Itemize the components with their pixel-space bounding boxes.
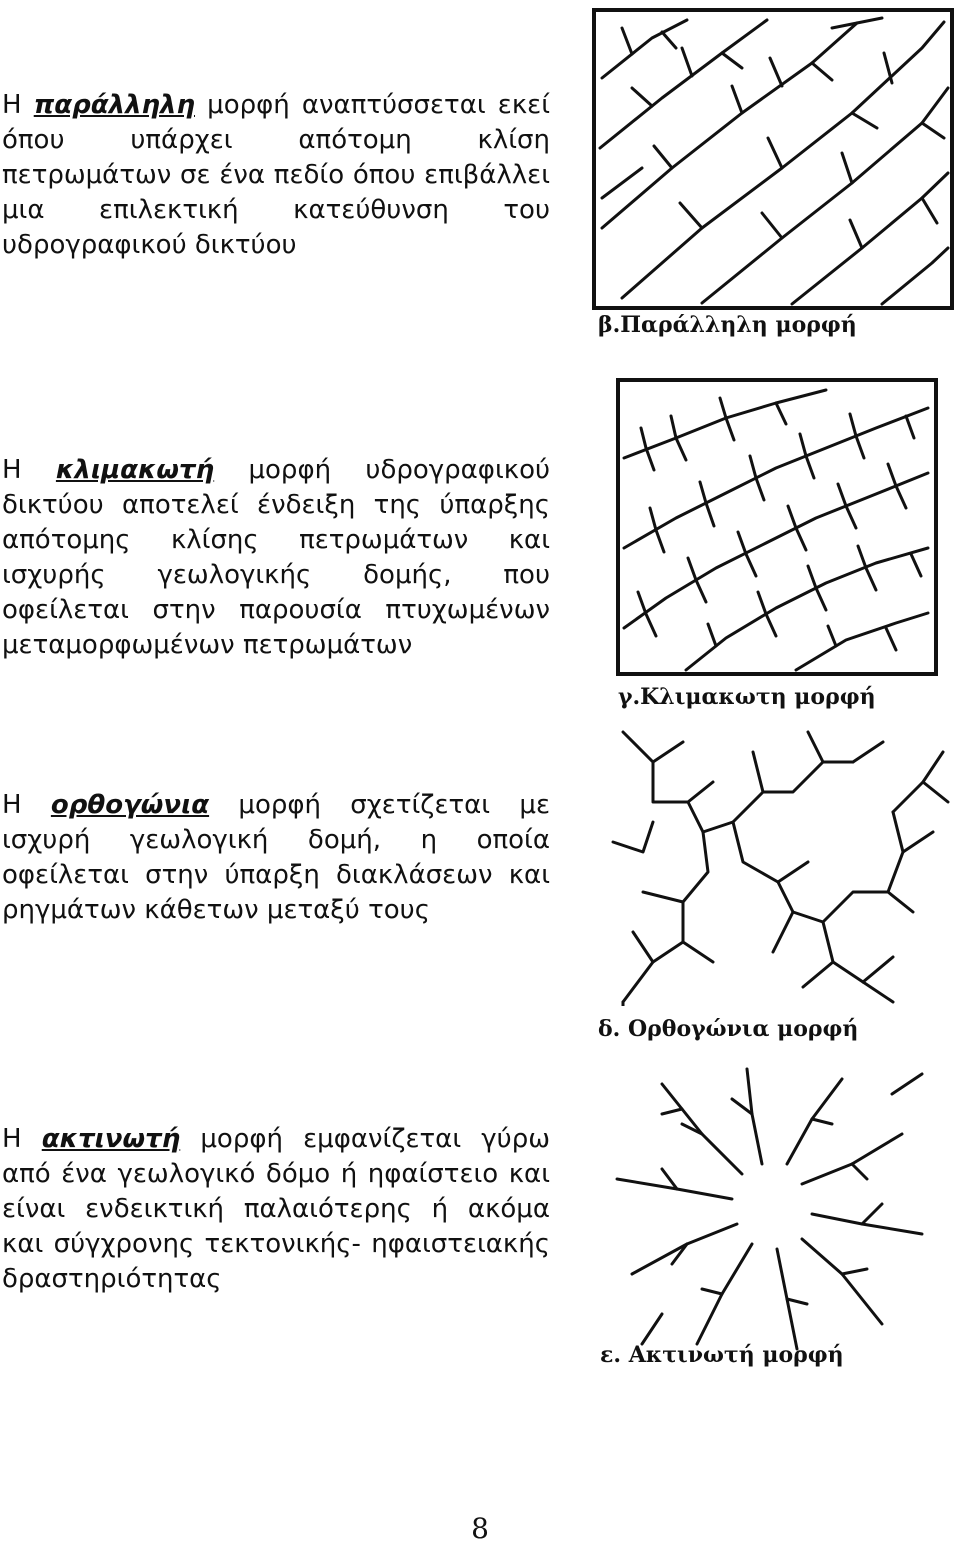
paragraph-lead: Η: [2, 90, 22, 120]
paragraph-text: μορφή αναπτύσσεται εκεί όπου υπάρχει απότομη κλίση πετρωμάτων σε ένα πεδίο όπου επιβάλλει μια επιλεκτική κατεύθυνση του υδρογραφικού δικτύου: [2, 90, 551, 260]
paragraph-lead: Η: [2, 455, 22, 485]
paragraph-text: μορφή εμφανίζεται γύρω από ένα γεωλογικό δόμο ή ηφαίστειο και είναι ενδεικτική παλαιότερης ή ακόμα και σύγχρονης τεκτονικής- ηφαιστειακής δραστηριότητας: [2, 1124, 550, 1294]
radial-drainage-diagram: [602, 1054, 936, 1354]
figure-rectangular-drainage: [593, 712, 955, 1006]
parallel-drainage-diagram: [592, 8, 954, 310]
term-trellis: κλιμακωτή: [55, 455, 215, 485]
page-number: 8: [471, 1512, 489, 1545]
paragraph-radial: [2, 1122, 550, 1297]
paragraph-lead: Η: [2, 790, 22, 820]
caption-radial: ε. Ακτινωτή μορφή: [600, 1342, 844, 1368]
trellis-drainage-diagram: [616, 378, 938, 676]
caption-rectangular: δ. Ορθογώνια μορφή: [598, 1016, 859, 1042]
caption-parallel: β.Παράλληλη μορφή: [598, 312, 857, 338]
figure-radial-drainage: [602, 1054, 936, 1354]
figure-trellis-drainage: [616, 378, 938, 676]
paragraph-trellis: [2, 453, 550, 663]
paragraph-rectangular: [2, 788, 550, 928]
paragraph-lead: Η: [2, 1124, 22, 1154]
term-radial: ακτινωτή: [41, 1124, 181, 1154]
paragraph-text: μορφή υδρογραφικού δικτύου αποτελεί ένδειξη της ύπαρξης απότομης κλίσης πετρωμάτων και ισχυρής γεωλογικής δομής, που οφείλεται στην παρουσία πτυχωμένων μεταμορφωμένων πετρωμάτων: [2, 455, 551, 660]
figure-parallel-drainage: [592, 8, 954, 310]
paragraph-text: μορφή σχετίζεται με ισχυρή γεωλογική δομή, η οποία οφείλεται στην ύπαρξη διακλάσεων και ρηγμάτων κάθετων μεταξύ τους: [2, 790, 550, 925]
term-parallel: παράλληλη: [33, 90, 195, 120]
caption-trellis: γ.Κλιμακωτη μορφή: [618, 684, 876, 710]
paragraph-parallel: [2, 88, 550, 263]
rectangular-drainage-diagram: [593, 712, 955, 1006]
term-rectangular: ορθογώνια: [50, 790, 210, 820]
